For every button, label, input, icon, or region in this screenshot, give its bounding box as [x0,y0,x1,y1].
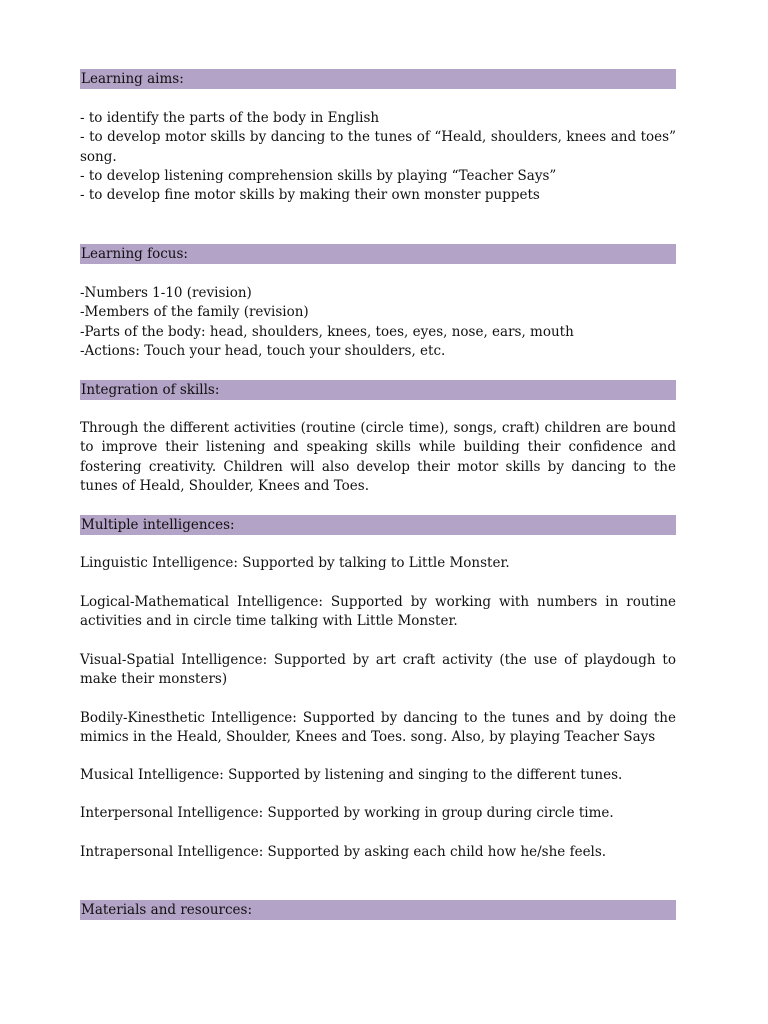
intelligence-intrapersonal: Intrapersonal Intelligence: Supported by asking each child how he/she feels. [80,844,607,860]
aim-item: - to develop motor skills by dancing to the tunes of “Heald, shoulders, knees and toes” song. [80,129,676,165]
integration-heading: Integration of skills: [80,380,676,400]
intelligence-interpersonal: Interpersonal Intelligence: Supported by working in group during circle time. [80,805,614,821]
intelligence-item [80,554,676,573]
aim-item: - to develop listening comprehension skills by playing “Teacher Says” [80,167,557,184]
intelligence-linguistic: Linguistic Intelligence: Supported by talking to Little Monster. [80,555,510,571]
integration-text: Through the different activities (routine (circle time), songs, craft) children are bound to improve their listening and speaking skills while building their confidence and fostering creativity. Children will also develop their motor skills by dancing to the tunes of Heald, Shoulder, Knees and Toes. [80,420,676,494]
integration-paragraph [80,419,676,496]
intelligence-item [80,804,676,823]
intelligence-item [80,651,676,690]
intelligence-bodily-kinesthetic: Bodily-Kinesthetic Intelligence: Supported by dancing to the tunes and by doing the mimics in the Heald, Shoulder, Knees and Toes. song. Also, by playing Teacher Says [80,710,676,746]
materials-heading: Materials and resources: [80,900,676,920]
intelligence-visual-spatial: Visual-Spatial Intelligence: Supported by art craft activity (the use of playdough to make their monsters) [80,652,676,688]
focus-item: -Actions: Touch your head, touch your shoulders, etc. [80,342,446,359]
intelligence-item [80,843,676,862]
intelligence-item [80,709,676,748]
multiple-intelligences-heading: Multiple intelligences: [80,515,676,535]
focus-item: -Parts of the body: head, shoulders, knees, toes, eyes, nose, ears, mouth [80,323,574,340]
intelligence-musical: Musical Intelligence: Supported by listening and singing to the different tunes. [80,767,623,783]
aim-item: - to develop fine motor skills by making their own monster puppets [80,187,540,204]
learning-aims-list [80,109,676,205]
intelligence-item [80,766,676,785]
learning-focus-list [80,284,676,361]
focus-item: -Numbers 1-10 (revision) [80,285,252,301]
learning-focus-heading: Learning focus: [80,244,676,264]
intelligence-item [80,593,676,632]
aim-item: - to identify the parts of the body in English [80,110,380,126]
intelligence-logical-mathematical: Logical-Mathematical Intelligence: Supported by working with numbers in routine activities and in circle time talking with Little Monster. [80,594,676,630]
focus-item: -Members of the family (revision) [80,304,309,321]
learning-aims-heading: Learning aims: [80,69,676,89]
